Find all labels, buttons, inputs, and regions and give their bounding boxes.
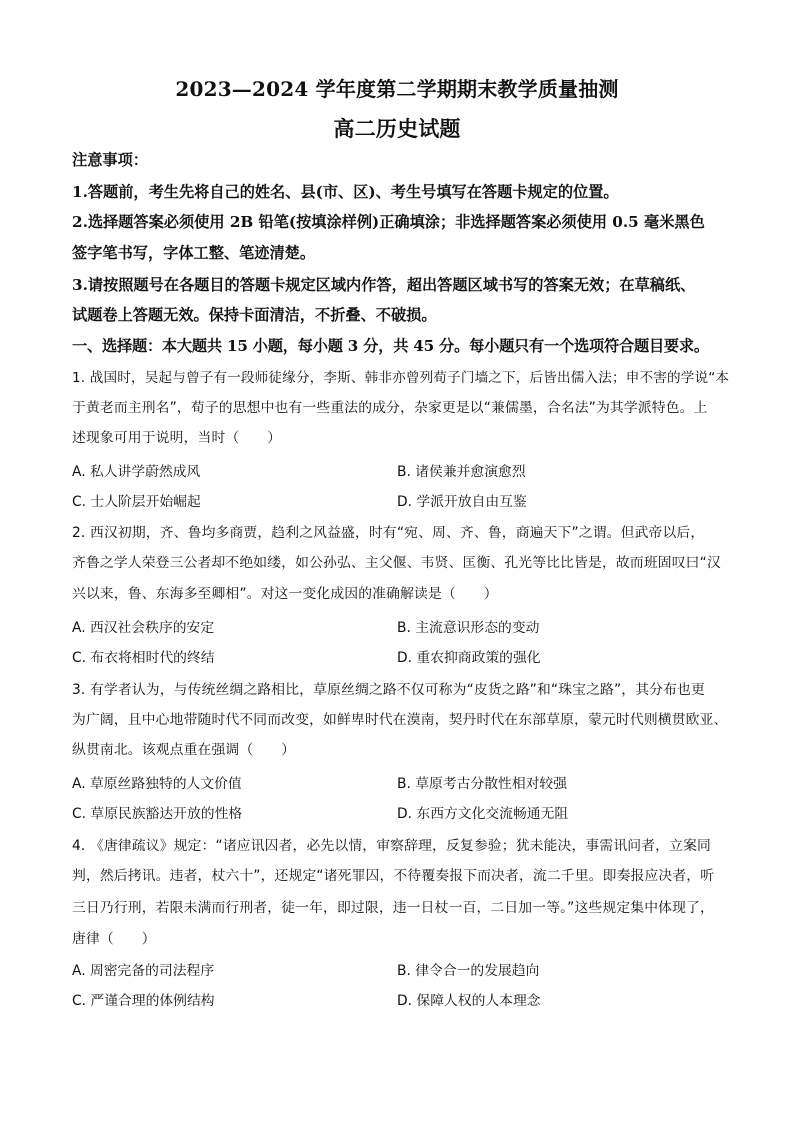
question-2-line-1: 2. 西汉初期，齐、鲁均多商贾，趋利之风益盛，时有“宛、周、齐、鲁，商遍天下”之谓。但武帝以后， — [72, 525, 705, 541]
question-3-option-c: C. 草原民族豁达开放的性格 — [72, 806, 243, 822]
exam-title: 2023—2024 学年度第二学期期末教学质量抽测 — [175, 77, 619, 101]
question-1-option-d: D. 学派开放自由互鉴 — [397, 494, 527, 510]
question-4-line-1: 4. 《唐律疏议》规定：“诸应讯囚者，必先以情，审察辞理，反复参验；犹未能决，事需讯问者，立案同 — [72, 838, 711, 854]
question-4-option-d: D. 保障人权的人本理念 — [397, 993, 541, 1009]
notice-item-2-line-1: 2.选择题答案必须使用 2B 铅笔(按填涂样例)正确填涂；非选择题答案必须使用 0.5 毫米黑色 — [72, 213, 705, 231]
question-3-line-2: 为广阔，且中心地带随时代不同而改变，如鲜卑时代在漠南，契丹时代在东部草原，蒙元时代则横贯欧亚、 — [72, 712, 728, 728]
question-2-line-3: 兴以来，鲁、东海多至卿相”。对这一变化成因的准确解读是（ ） — [72, 586, 498, 602]
question-4-option-b: B. 律令合一的发展趋向 — [397, 963, 540, 979]
question-4-line-3: 三日乃行刑，若限未满而行刑者，徒一年，即过限，违一日杖一百，二日加一等。”这些规定集中体现了， — [72, 900, 714, 916]
question-3-line-3: 纵贯南北。该观点重在强调（ ） — [72, 742, 296, 758]
question-3-option-d: D. 东西方文化交流畅通无阻 — [397, 806, 569, 822]
notice-item-3-line-1: 3.请按照题号在各题目的答题卡规定区域内作答，超出答题区域书写的答案无效；在草稿纸、 — [72, 276, 696, 294]
question-4-option-a: A. 周密完备的司法程序 — [72, 963, 215, 979]
question-3-option-a: A. 草原丝路独特的人文价值 — [72, 776, 242, 792]
question-1-option-a: A. 私人讲学蔚然成风 — [72, 464, 201, 480]
exam-subtitle: 高二历史试题 — [333, 116, 461, 141]
question-2-option-c: C. 布衣将相时代的终结 — [72, 650, 215, 666]
question-1-line-1: 1. 战国时，吴起与曾子有一段师徒缘分，李斯、韩非亦曾列荀子门墙之下，后皆出儒入法；申不害的学说“本 — [72, 370, 730, 386]
question-2-option-a: A. 西汉社会秩序的安定 — [72, 620, 215, 636]
question-4-line-2: 判，然后拷讯。违者，杖六十”，还规定“诸死罪囚，不待覆奏报下而决者，流二千里。即奏报应决者，听 — [72, 868, 715, 884]
question-4-line-4: 唐律（ ） — [72, 931, 156, 947]
question-1-option-b: B. 诸侯兼并愈演愈烈 — [397, 464, 526, 480]
question-1-option-c: C. 士人阶层开始崛起 — [72, 494, 201, 510]
question-4-option-c: C. 严谨合理的体例结构 — [72, 993, 215, 1009]
notice-item-1: 1.答题前，考生先将自己的姓名、县(市、区)、考生号填写在答题卡规定的位置。 — [72, 183, 619, 201]
question-2-option-d: D. 重农抑商政策的强化 — [397, 650, 541, 666]
question-1-line-3: 述现象可用于说明，当时（ ） — [72, 430, 282, 446]
question-1-line-2: 于黄老而主刑名”，荀子的思想中也有一些重法的成分，杂家更是以“兼儒墨，合名法”为其学派特色。上 — [72, 400, 708, 416]
notice-heading: 注意事项： — [72, 151, 148, 169]
notice-item-2-line-2: 签字笔书写，字体工整、笔迹清楚。 — [72, 244, 315, 262]
question-3-option-b: B. 草原考古分散性相对较强 — [397, 776, 568, 792]
section-heading: 一、选择题：本大题共 15 小题，每小题 3 分，共 45 分。每小题只有一个选项符合题目要求。 — [72, 337, 709, 355]
notice-item-3-line-2: 试题卷上答题无效。保持卡面清洁，不折叠、不破损。 — [72, 306, 437, 324]
question-3-line-1: 3. 有学者认为，与传统丝绸之路相比，草原丝绸之路不仅可称为“皮货之路”和“珠宝之路”，其分布也更 — [72, 682, 705, 698]
question-2-option-b: B. 主流意识形态的变动 — [397, 620, 540, 636]
question-2-line-2: 齐鲁之学人荣登三公者却不绝如缕，如公孙弘、主父偃、韦贤、匡衡、孔光等比比皆是，故而班固叹曰“汉 — [72, 555, 721, 571]
